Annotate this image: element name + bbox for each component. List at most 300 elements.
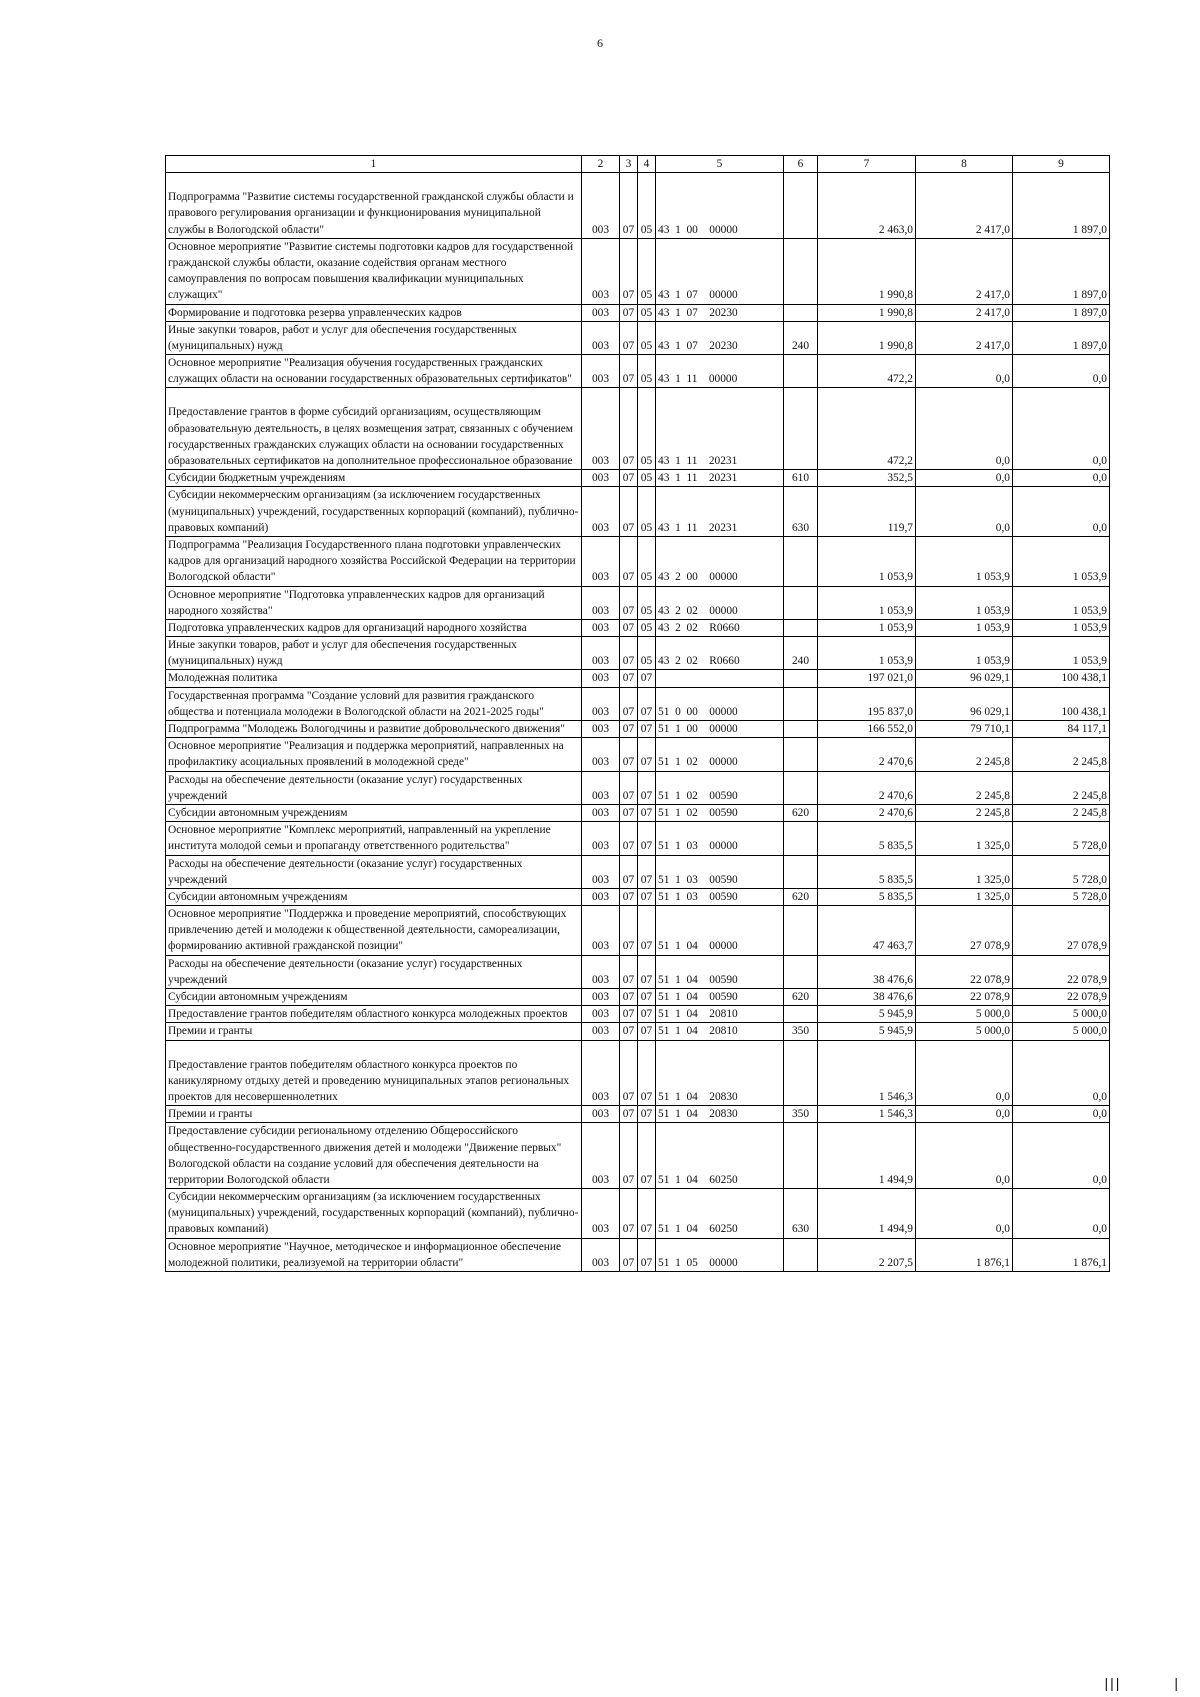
cell-c5: 51 0 00 00000 (656, 687, 784, 720)
cell-c5: 43 2 02 R0660 (656, 619, 784, 636)
cell-c6 (784, 738, 818, 771)
cell-c9: 100 438,1 (1013, 687, 1110, 720)
table-body (166, 173, 1110, 1272)
cell-c6: 610 (784, 470, 818, 487)
table-row (166, 536, 1110, 586)
cell-name: Субсидии некоммерческим организациям (за исключением государственных (муниципальных) учреждений, государственных корпораций (компаний), публично-правовых компаний) (166, 487, 582, 537)
table-row (166, 173, 1110, 239)
cell-c7: 5 835,5 (818, 855, 916, 888)
cell-c4: 05 (638, 536, 656, 586)
table-row (166, 1040, 1110, 1106)
cell-c7: 1 494,9 (818, 1123, 916, 1189)
cell-c7: 472,2 (818, 355, 916, 388)
table-row (166, 804, 1110, 821)
cell-name: Предоставление грантов победителям областного конкурса молодежных проектов (166, 1006, 582, 1023)
cell-c9: 1 053,9 (1013, 536, 1110, 586)
cell-name: Государственная программа "Создание условий для развития гражданского общества и потенциала молодежи в Вологодской области на 2021-2025 годы" (166, 687, 582, 720)
cell-c5: 43 1 07 20230 (656, 321, 784, 354)
cell-name: Премии и гранты (166, 1023, 582, 1040)
cell-name: Субсидии автономным учреждениям (166, 888, 582, 905)
cell-c5: 51 1 04 00590 (656, 955, 784, 988)
cell-c5: 51 1 04 20830 (656, 1040, 784, 1106)
cell-c3: 07 (620, 173, 638, 239)
cell-c3: 07 (620, 586, 638, 619)
cell-c6 (784, 619, 818, 636)
header-row (166, 156, 1110, 173)
cell-c5: 51 1 02 00000 (656, 738, 784, 771)
cell-c3: 07 (620, 804, 638, 821)
cell-c4: 05 (638, 586, 656, 619)
cell-c6 (784, 586, 818, 619)
cell-c5: 51 1 04 20830 (656, 1106, 784, 1123)
cell-c7: 38 476,6 (818, 989, 916, 1006)
cell-c5: 43 1 11 20231 (656, 388, 784, 470)
cell-c4: 07 (638, 1238, 656, 1271)
cell-c7: 1 053,9 (818, 536, 916, 586)
cell-c2: 003 (582, 321, 620, 354)
header-col-7: 7 (818, 156, 916, 173)
cell-name: Основное мероприятие "Реализация обучения государственных гражданских служащих области на основании государственных образовательных сертификатов" (166, 355, 582, 388)
cell-c8: 96 029,1 (916, 670, 1013, 687)
cell-c2: 003 (582, 586, 620, 619)
cell-c2: 003 (582, 687, 620, 720)
cell-c9: 1 876,1 (1013, 1238, 1110, 1271)
cell-c4: 05 (638, 304, 656, 321)
cell-c9: 5 728,0 (1013, 822, 1110, 855)
cell-c7: 2 470,6 (818, 804, 916, 821)
cell-c3: 07 (620, 637, 638, 670)
cell-c4: 07 (638, 687, 656, 720)
table-row (166, 637, 1110, 670)
table-row (166, 670, 1110, 687)
cell-c3: 07 (620, 304, 638, 321)
cell-c8: 27 078,9 (916, 906, 1013, 956)
cell-c6 (784, 238, 818, 304)
cell-c8: 22 078,9 (916, 989, 1013, 1006)
cell-c3: 07 (620, 855, 638, 888)
cell-c5: 51 1 03 00590 (656, 888, 784, 905)
cell-c8: 2 245,8 (916, 804, 1013, 821)
cell-c2: 003 (582, 304, 620, 321)
cell-name: Основное мероприятие "Научное, методическое и информационное обеспечение молодежной политики, реализуемой на территории области" (166, 1238, 582, 1271)
cell-c4: 07 (638, 804, 656, 821)
cell-c7: 2 463,0 (818, 173, 916, 239)
cell-c5 (656, 670, 784, 687)
cell-c5: 43 1 11 00000 (656, 355, 784, 388)
cell-name: Основное мероприятие "Реализация и поддержка мероприятий, направленных на профилактику асоциальных проявлений в молодежной среде" (166, 738, 582, 771)
cell-name: Субсидии автономным учреждениям (166, 989, 582, 1006)
table-row (166, 1006, 1110, 1023)
cell-c8: 2 245,8 (916, 771, 1013, 804)
budget-table (165, 155, 1110, 1272)
cell-c5: 51 1 04 20810 (656, 1006, 784, 1023)
header-col-4: 4 (638, 156, 656, 173)
cell-c2: 003 (582, 1189, 620, 1239)
cell-c2: 003 (582, 771, 620, 804)
cell-c9: 5 728,0 (1013, 855, 1110, 888)
cell-c2: 003 (582, 619, 620, 636)
cell-c2: 003 (582, 173, 620, 239)
cell-c4: 05 (638, 321, 656, 354)
cell-c2: 003 (582, 670, 620, 687)
cell-c5: 51 1 00 00000 (656, 721, 784, 738)
cell-c9: 0,0 (1013, 487, 1110, 537)
cell-c8: 1 053,9 (916, 536, 1013, 586)
cell-name: Субсидии некоммерческим организациям (за исключением государственных (муниципальных) учреждений, государственных корпораций (компаний), публично-правовых компаний) (166, 1189, 582, 1239)
cell-c9: 1 897,0 (1013, 173, 1110, 239)
cell-c4: 07 (638, 906, 656, 956)
cell-c3: 07 (620, 771, 638, 804)
cell-c2: 003 (582, 738, 620, 771)
cell-c5: 43 1 11 20231 (656, 470, 784, 487)
cell-c9: 1 897,0 (1013, 238, 1110, 304)
cell-c2: 003 (582, 1123, 620, 1189)
cell-c3: 07 (620, 619, 638, 636)
cell-c4: 05 (638, 619, 656, 636)
cell-name: Основное мероприятие "Поддержка и проведение мероприятий, способствующих привлечению детей и молодежи к общественной деятельности, самореализации, формированию активной гражданской позиции" (166, 906, 582, 956)
cell-c4: 05 (638, 173, 656, 239)
cell-c5: 43 1 07 00000 (656, 238, 784, 304)
cell-c4: 07 (638, 888, 656, 905)
cell-c9: 2 245,8 (1013, 771, 1110, 804)
cell-c9: 0,0 (1013, 1123, 1110, 1189)
cell-c5: 51 1 03 00590 (656, 855, 784, 888)
cell-c6: 240 (784, 637, 818, 670)
cell-c8: 0,0 (916, 1040, 1013, 1106)
cell-c3: 07 (620, 1189, 638, 1239)
table-row (166, 304, 1110, 321)
cell-c7: 1 494,9 (818, 1189, 916, 1239)
table-row (166, 238, 1110, 304)
table-row (166, 388, 1110, 470)
cell-c7: 5 945,9 (818, 1023, 916, 1040)
cell-c3: 07 (620, 738, 638, 771)
cell-c3: 07 (620, 687, 638, 720)
header-col-3: 3 (620, 156, 638, 173)
cell-c8: 0,0 (916, 487, 1013, 537)
cell-c2: 003 (582, 989, 620, 1006)
cell-c2: 003 (582, 355, 620, 388)
cell-c5: 51 1 02 00590 (656, 771, 784, 804)
cell-c9: 84 117,1 (1013, 721, 1110, 738)
cell-c7: 119,7 (818, 487, 916, 537)
cell-c6 (784, 304, 818, 321)
cell-name: Основное мероприятие "Комплекс мероприятий, направленный на укрепление института молодой семьи и пропаганду ответственного родительства" (166, 822, 582, 855)
cell-c9: 27 078,9 (1013, 906, 1110, 956)
cell-c2: 003 (582, 855, 620, 888)
cell-c4: 07 (638, 1023, 656, 1040)
cell-c6 (784, 355, 818, 388)
cell-c4: 07 (638, 721, 656, 738)
cell-c7: 1 990,8 (818, 304, 916, 321)
cell-c7: 1 053,9 (818, 637, 916, 670)
table-row (166, 1123, 1110, 1189)
cell-name: Подпрограмма "Реализация Государственного плана подготовки управленческих кадров для организаций народного хозяйства Российской Федерации на территории Вологодской области" (166, 536, 582, 586)
table-row (166, 955, 1110, 988)
cell-c2: 003 (582, 1238, 620, 1271)
cell-c7: 1 546,3 (818, 1106, 916, 1123)
cell-name: Премии и гранты (166, 1106, 582, 1123)
cell-c9: 22 078,9 (1013, 989, 1110, 1006)
cell-c8: 1 053,9 (916, 619, 1013, 636)
header-col-8: 8 (916, 156, 1013, 173)
table-row (166, 487, 1110, 537)
cell-name: Подготовка управленческих кадров для организаций народного хозяйства (166, 619, 582, 636)
cell-c6 (784, 906, 818, 956)
cell-c8: 0,0 (916, 355, 1013, 388)
cell-c3: 07 (620, 321, 638, 354)
cell-c9: 0,0 (1013, 388, 1110, 470)
cell-c3: 07 (620, 1123, 638, 1189)
cell-c8: 22 078,9 (916, 955, 1013, 988)
cell-c4: 07 (638, 989, 656, 1006)
cell-c9: 2 245,8 (1013, 804, 1110, 821)
cell-c7: 1 053,9 (818, 586, 916, 619)
cell-c8: 1 876,1 (916, 1238, 1013, 1271)
cell-c7: 1 990,8 (818, 238, 916, 304)
table-row (166, 989, 1110, 1006)
cell-c5: 51 1 04 60250 (656, 1123, 784, 1189)
cell-c8: 2 417,0 (916, 321, 1013, 354)
cell-c5: 43 1 07 20230 (656, 304, 784, 321)
cell-c3: 07 (620, 888, 638, 905)
cell-name: Субсидии бюджетным учреждениям (166, 470, 582, 487)
cell-c2: 003 (582, 637, 620, 670)
cell-name: Основное мероприятие "Развитие системы подготовки кадров для государственной гражданской службы области, оказание содействия органам местного самоуправления по вопросам повышения квалификации муниципальных служащих" (166, 238, 582, 304)
cell-c3: 07 (620, 355, 638, 388)
cell-c7: 47 463,7 (818, 906, 916, 956)
cell-c6 (784, 721, 818, 738)
cell-c4: 07 (638, 855, 656, 888)
cell-c4: 07 (638, 822, 656, 855)
cell-c3: 07 (620, 822, 638, 855)
cell-c2: 003 (582, 1006, 620, 1023)
cell-c2: 003 (582, 721, 620, 738)
cell-c6 (784, 855, 818, 888)
cell-c5: 43 1 11 20231 (656, 487, 784, 537)
cell-c4: 07 (638, 738, 656, 771)
cell-c9: 0,0 (1013, 1040, 1110, 1106)
cell-c6: 620 (784, 888, 818, 905)
cell-c8: 0,0 (916, 1106, 1013, 1123)
cell-name: Предоставление грантов победителям областного конкурса проектов по каникулярному отдыху детей и проведению муниципальных этапов региональных проектов для несовершеннолетних (166, 1040, 582, 1106)
cell-c6 (784, 687, 818, 720)
header-col-1: 1 (166, 156, 582, 173)
table-row (166, 321, 1110, 354)
cell-c4: 05 (638, 637, 656, 670)
cell-c6 (784, 1123, 818, 1189)
header-col-5: 5 (656, 156, 784, 173)
table-row (166, 619, 1110, 636)
cell-c6: 240 (784, 321, 818, 354)
table-row (166, 1023, 1110, 1040)
cell-c8: 0,0 (916, 470, 1013, 487)
cell-c6 (784, 173, 818, 239)
table-row (166, 355, 1110, 388)
cell-c5: 51 1 04 20810 (656, 1023, 784, 1040)
cell-c5: 43 2 00 00000 (656, 536, 784, 586)
cell-c2: 003 (582, 804, 620, 821)
cell-c6: 630 (784, 1189, 818, 1239)
table-row (166, 470, 1110, 487)
cell-c5: 51 1 04 60250 (656, 1189, 784, 1239)
cell-c4: 07 (638, 1106, 656, 1123)
cell-c2: 003 (582, 1106, 620, 1123)
cell-c9: 0,0 (1013, 355, 1110, 388)
cell-c3: 07 (620, 536, 638, 586)
cell-c9: 100 438,1 (1013, 670, 1110, 687)
header-col-6: 6 (784, 156, 818, 173)
table-row (166, 1106, 1110, 1123)
cell-c7: 5 835,5 (818, 822, 916, 855)
cell-c2: 003 (582, 536, 620, 586)
cell-c2: 003 (582, 888, 620, 905)
table-row (166, 906, 1110, 956)
cell-c2: 003 (582, 1040, 620, 1106)
cell-name: Основное мероприятие "Подготовка управленческих кадров для организаций народного хозяйства" (166, 586, 582, 619)
cell-c9: 1 897,0 (1013, 321, 1110, 354)
cell-c6 (784, 1238, 818, 1271)
cell-c8: 5 000,0 (916, 1023, 1013, 1040)
cell-c2: 003 (582, 822, 620, 855)
cell-c7: 1 053,9 (818, 619, 916, 636)
cell-c8: 96 029,1 (916, 687, 1013, 720)
cell-name: Расходы на обеспечение деятельности (оказание услуг) государственных учреждений (166, 955, 582, 988)
cell-c4: 07 (638, 771, 656, 804)
cell-c6: 620 (784, 989, 818, 1006)
cell-c8: 0,0 (916, 1123, 1013, 1189)
table-row (166, 586, 1110, 619)
table-row (166, 721, 1110, 738)
cell-c7: 472,2 (818, 388, 916, 470)
cell-c9: 2 245,8 (1013, 738, 1110, 771)
cell-c3: 07 (620, 989, 638, 1006)
cell-c9: 1 053,9 (1013, 637, 1110, 670)
cell-c9: 5 000,0 (1013, 1006, 1110, 1023)
cell-c6: 620 (784, 804, 818, 821)
cell-c7: 1 546,3 (818, 1040, 916, 1106)
cell-c2: 003 (582, 955, 620, 988)
cell-c9: 22 078,9 (1013, 955, 1110, 988)
cell-c2: 003 (582, 487, 620, 537)
cell-c4: 07 (638, 1040, 656, 1106)
cell-name: Предоставление субсидии региональному отделению Общероссийского общественно-государственного движения детей и молодежи "Движение первых" Вологодской области на создание условий для обеспечения деятельности на территории Вологодской области (166, 1123, 582, 1189)
cell-c9: 1 053,9 (1013, 619, 1110, 636)
cell-c7: 5 835,5 (818, 888, 916, 905)
cell-c8: 0,0 (916, 388, 1013, 470)
scan-edge-marks: ||| | (1104, 1675, 1180, 1691)
cell-name: Субсидии автономным учреждениям (166, 804, 582, 821)
cell-c3: 07 (620, 1106, 638, 1123)
cell-c7: 1 990,8 (818, 321, 916, 354)
cell-c8: 2 417,0 (916, 238, 1013, 304)
cell-name: Иные закупки товаров, работ и услуг для обеспечения государственных (муниципальных) нужд (166, 637, 582, 670)
cell-c9: 1 897,0 (1013, 304, 1110, 321)
cell-c7: 5 945,9 (818, 1006, 916, 1023)
cell-c2: 003 (582, 906, 620, 956)
cell-c4: 07 (638, 670, 656, 687)
cell-c5: 51 1 04 00000 (656, 906, 784, 956)
cell-name: Подпрограмма "Развитие системы государственной гражданской службы области и правового регулирования организации и функционирования муниципальной службы в Вологодской области" (166, 173, 582, 239)
header-col-9: 9 (1013, 156, 1110, 173)
cell-c6 (784, 670, 818, 687)
table-row (166, 1189, 1110, 1239)
cell-c7: 352,5 (818, 470, 916, 487)
cell-c5: 43 2 02 00000 (656, 586, 784, 619)
cell-c3: 07 (620, 1238, 638, 1271)
cell-c8: 1 325,0 (916, 888, 1013, 905)
cell-name: Расходы на обеспечение деятельности (оказание услуг) государственных учреждений (166, 771, 582, 804)
cell-c3: 07 (620, 1023, 638, 1040)
cell-c3: 07 (620, 955, 638, 988)
cell-c7: 166 552,0 (818, 721, 916, 738)
cell-name: Молодежная политика (166, 670, 582, 687)
cell-c5: 43 2 02 R0660 (656, 637, 784, 670)
cell-c7: 2 207,5 (818, 1238, 916, 1271)
cell-c8: 1 325,0 (916, 822, 1013, 855)
cell-c4: 05 (638, 355, 656, 388)
cell-c5: 51 1 03 00000 (656, 822, 784, 855)
cell-c4: 05 (638, 238, 656, 304)
cell-c6: 630 (784, 487, 818, 537)
cell-c7: 195 837,0 (818, 687, 916, 720)
cell-c5: 51 1 04 00590 (656, 989, 784, 1006)
header-col-2: 2 (582, 156, 620, 173)
cell-c8: 5 000,0 (916, 1006, 1013, 1023)
cell-c4: 07 (638, 1123, 656, 1189)
table-row (166, 822, 1110, 855)
cell-name: Расходы на обеспечение деятельности (оказание услуг) государственных учреждений (166, 855, 582, 888)
cell-c3: 07 (620, 906, 638, 956)
cell-c8: 2 417,0 (916, 173, 1013, 239)
table-row (166, 687, 1110, 720)
cell-c4: 07 (638, 1189, 656, 1239)
cell-c9: 0,0 (1013, 1106, 1110, 1123)
cell-c7: 38 476,6 (818, 955, 916, 988)
cell-name: Предоставление грантов в форме субсидий организациям, осуществляющим образовательную деятельность, в целях возмещения затрат, связанных с обучением государственных гражданских служащих области на основании государственных образовательных сертификатов на дополнительное профессиональное образование (166, 388, 582, 470)
cell-c2: 003 (582, 1023, 620, 1040)
cell-c2: 003 (582, 238, 620, 304)
cell-c3: 07 (620, 388, 638, 470)
cell-c9: 0,0 (1013, 1189, 1110, 1239)
table-row (166, 738, 1110, 771)
cell-c4: 05 (638, 388, 656, 470)
cell-c6 (784, 388, 818, 470)
cell-c8: 2 245,8 (916, 738, 1013, 771)
cell-c6 (784, 822, 818, 855)
cell-c8: 1 053,9 (916, 637, 1013, 670)
page-number: 6 (597, 36, 603, 50)
cell-c5: 51 1 05 00000 (656, 1238, 784, 1271)
table-row (166, 888, 1110, 905)
cell-c6 (784, 1040, 818, 1106)
table-row (166, 1238, 1110, 1271)
cell-name: Подпрограмма "Молодежь Вологодчины и развитие добровольческого движения" (166, 721, 582, 738)
cell-c6 (784, 536, 818, 586)
cell-c9: 5 000,0 (1013, 1023, 1110, 1040)
cell-c8: 1 053,9 (916, 586, 1013, 619)
cell-c8: 0,0 (916, 1189, 1013, 1239)
cell-c3: 07 (620, 487, 638, 537)
cell-name: Иные закупки товаров, работ и услуг для обеспечения государственных (муниципальных) нужд (166, 321, 582, 354)
cell-c7: 197 021,0 (818, 670, 916, 687)
cell-c9: 0,0 (1013, 470, 1110, 487)
table-row (166, 771, 1110, 804)
cell-c9: 1 053,9 (1013, 586, 1110, 619)
cell-c4: 05 (638, 470, 656, 487)
cell-c6 (784, 955, 818, 988)
cell-c2: 003 (582, 388, 620, 470)
